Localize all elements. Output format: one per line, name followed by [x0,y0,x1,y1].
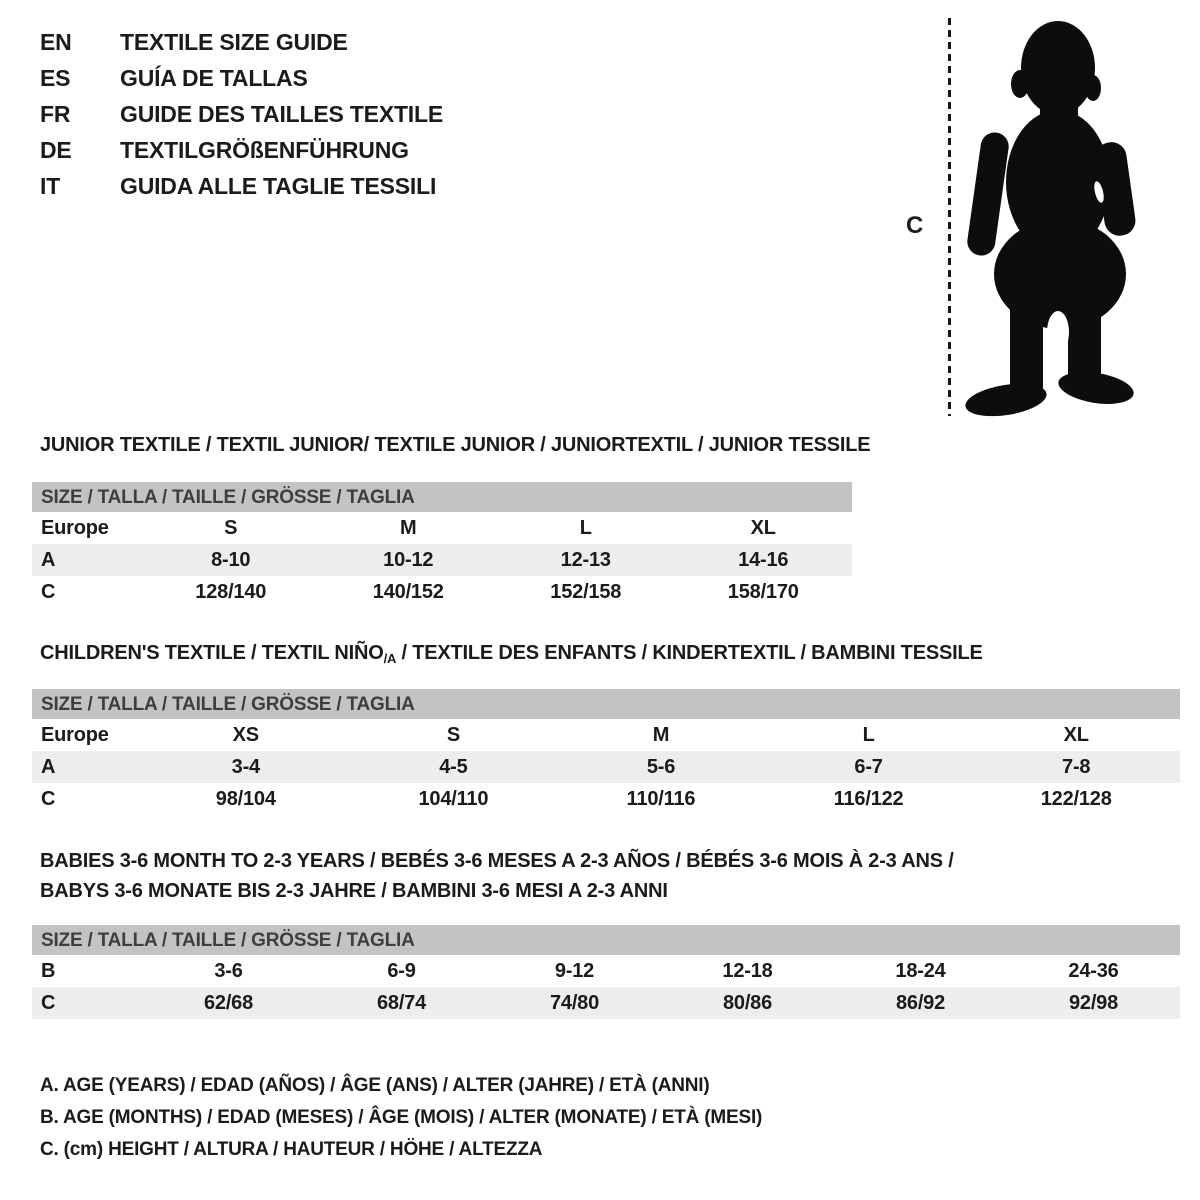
cell: 7-8 [1062,755,1091,778]
cell: 62/68 [203,991,254,1014]
cell: 140/152 [372,580,444,603]
cell: 24-36 [1068,959,1119,982]
table-row-europe [32,719,1180,751]
language-label: GUIDE DES TAILLES TEXTILE [120,100,443,127]
row-label: C [41,580,56,603]
language-code: DE [40,136,72,163]
language-row [40,168,443,204]
cell: 152/158 [550,580,622,603]
row-label: B [41,959,56,982]
cell: 92/98 [1068,991,1119,1014]
children-size-table [32,689,1180,815]
cell: S [224,516,238,539]
table-row-height [32,576,852,608]
language-row [40,24,443,60]
junior-size-table [32,482,852,608]
cell: 5-6 [646,755,676,778]
table-row-height [32,783,1180,815]
babies-section-title [40,846,954,906]
row-label: A [41,755,56,778]
title-text: / TEXTILE DES ENFANTS / KINDERTEXTIL / BAMBINI TESSILE [396,642,983,664]
cell: XS [232,723,259,746]
language-row [40,132,443,168]
language-row [40,60,443,96]
size-table-header: SIZE / TALLA / TAILLE / GRÖSSE / TAGLIA [32,482,852,512]
legend-line-a: A. AGE (YEARS) / EDAD (AÑOS) / ÂGE (ANS) / ALTER (JAHRE) / ETÀ (ANNI) [40,1075,710,1096]
cell: 74/80 [549,991,600,1014]
cell: 8-10 [211,548,251,571]
cell: 18-24 [895,959,946,982]
cell: 116/122 [833,787,904,810]
cell: L [862,723,875,746]
cell: 80/86 [722,991,773,1014]
cell: XL [750,516,776,539]
table-row-europe [32,512,852,544]
cell: XL [1063,723,1089,746]
cell: 12-18 [722,959,773,982]
table-row-months [32,955,1180,987]
row-label: A [41,548,56,571]
babies-title-line1: BABIES 3-6 MONTH TO 2-3 YEARS / BEBÉS 3-6 MESES A 2-3 AÑOS / BÉBÉS 3-6 MOIS À 2-3 ANS / [40,850,954,872]
cell: 68/74 [376,991,427,1014]
legend-line-c: C. (cm) HEIGHT / ALTURA / HAUTEUR / HÖHE / ALTEZZA [40,1139,543,1160]
language-list [40,24,443,204]
cell: M [400,516,417,539]
table-row-height [32,987,1180,1019]
cell: 3-6 [214,959,243,982]
row-label: Europe [41,516,109,539]
title-subscript: /A [383,651,397,666]
legend [40,1070,762,1166]
cell: M [652,723,670,746]
language-label: GUÍA DE TALLAS [120,64,308,91]
cell: 110/116 [626,787,696,810]
cell: S [446,723,460,746]
babies-size-table [32,925,1180,1019]
language-code: EN [40,28,72,55]
row-label: C [41,991,56,1014]
cell: 98/104 [215,787,276,810]
title-text: CHILDREN'S TEXTILE / TEXTIL NIÑO [40,642,384,664]
language-code: IT [40,172,61,199]
junior-section-title: JUNIOR TEXTILE / TEXTIL JUNIOR/ TEXTILE JUNIOR / JUNIORTEXTIL / JUNIOR TESSILE [40,434,871,456]
cell: 104/110 [418,787,489,810]
height-dimension-line [948,18,951,416]
cell: 6-9 [387,959,416,982]
cell: 10-12 [383,548,434,571]
language-code: ES [40,64,71,91]
table-row-age [32,544,852,576]
row-label: C [41,787,56,810]
cell: L [579,516,592,539]
language-row [40,96,443,132]
cell: 122/128 [1040,787,1112,810]
cell: 158/170 [727,580,799,603]
cell: 4-5 [439,755,468,778]
cell: 86/92 [895,991,946,1014]
language-label: GUIDA ALLE TAGLIE TESSILI [120,172,437,199]
toddler-silhouette-icon [962,14,1148,420]
dimension-label-c: C [906,212,924,239]
cell: 12-13 [560,548,611,571]
children-section-title [40,642,983,665]
cell: 9-12 [554,959,595,982]
size-table-header: SIZE / TALLA / TAILLE / GRÖSSE / TAGLIA [32,689,1180,719]
cell: 6-7 [854,755,883,778]
cell: 128/140 [195,580,267,603]
size-table-header: SIZE / TALLA / TAILLE / GRÖSSE / TAGLIA [32,925,1180,955]
language-code: FR [40,100,71,127]
language-label: TEXTILE SIZE GUIDE [120,28,348,55]
table-row-age [32,751,1180,783]
cell: 14-16 [738,548,789,571]
row-label: Europe [41,723,109,746]
cell: 3-4 [231,755,260,778]
legend-line-b: B. AGE (MONTHS) / EDAD (MESES) / ÂGE (MOIS) / ALTER (MONATE) / ETÀ (MESI) [40,1107,763,1128]
babies-title-line2: BABYS 3-6 MONATE BIS 2-3 JAHRE / BAMBINI 3-6 MESI A 2-3 ANNI [40,880,668,902]
language-label: TEXTILGRÖßENFÜHRUNG [120,136,409,163]
